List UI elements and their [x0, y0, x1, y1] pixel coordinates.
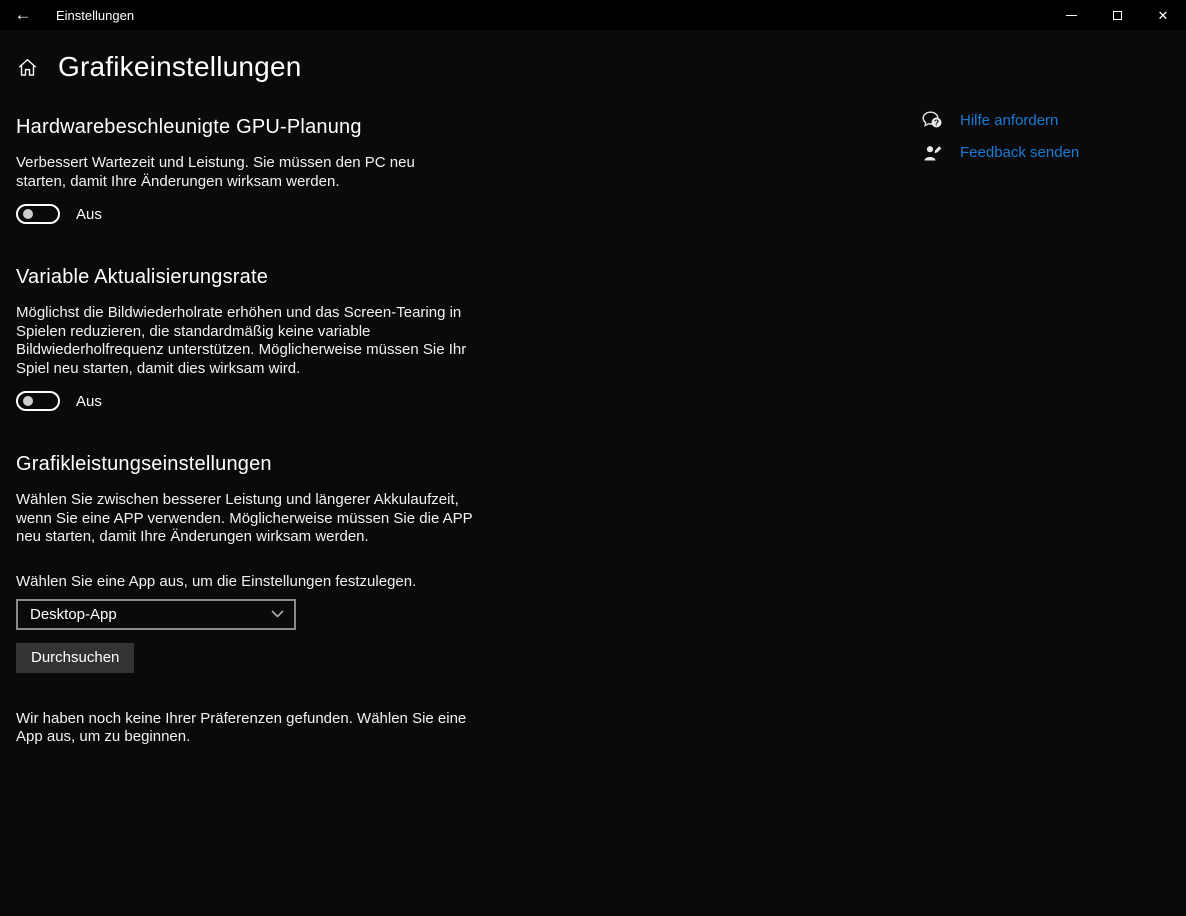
app-type-dropdown[interactable] — [16, 599, 296, 630]
maximize-icon — [1113, 11, 1122, 20]
get-help-label: Hilfe anfordern — [960, 112, 1059, 129]
maximize-button[interactable] — [1094, 0, 1140, 30]
home-icon[interactable] — [16, 56, 38, 78]
vrr-toggle-row — [16, 391, 516, 411]
minimize-button[interactable] — [1048, 0, 1094, 30]
section-description-performance: Wählen Sie zwischen besserer Leistung und längerer Akkulaufzeit, wenn Sie eine APP verwenden. Möglicherweise müssen Sie die APP neu starten, damit Ihre Änderungen wirksam werden. — [16, 491, 473, 545]
titlebar — [0, 0, 1186, 30]
get-help-link[interactable] — [921, 110, 1079, 131]
gpu-scheduling-toggle[interactable] — [16, 204, 60, 224]
send-feedback-link[interactable] — [921, 142, 1079, 163]
app-picker-label: Wählen Sie eine App aus, um die Einstellungen festzulegen. — [16, 572, 417, 590]
close-button[interactable] — [1140, 0, 1186, 30]
svg-text:?: ? — [933, 116, 939, 127]
page-header — [16, 48, 1186, 86]
minimize-icon — [1066, 15, 1077, 16]
gpu-toggle-row — [16, 204, 516, 224]
gpu-toggle-state-label: Aus — [76, 205, 102, 223]
section-graphics-performance — [16, 453, 516, 747]
close-icon: ✕ — [1157, 7, 1169, 23]
back-button[interactable] — [0, 0, 46, 30]
vrr-toggle-state-label: Aus — [76, 392, 102, 410]
window-title: Einstellungen — [56, 7, 135, 23]
browse-button[interactable]: Durchsuchen — [16, 643, 134, 673]
toggle-knob — [23, 209, 33, 219]
main-column — [16, 116, 516, 747]
section-gpu-scheduling — [16, 116, 516, 224]
help-links — [921, 110, 1079, 174]
section-description-gpu: Verbessert Wartezeit und Leistung. Sie müssen den PC neu starten, damit Ihre Änderungen wirksam werden. — [16, 154, 415, 190]
toggle-knob — [23, 396, 33, 406]
section-heading-gpu: Hardwarebeschleunigte GPU-Planung — [16, 116, 362, 138]
section-variable-refresh-rate — [16, 266, 516, 411]
variable-refresh-rate-toggle[interactable] — [16, 391, 60, 411]
help-chat-icon — [921, 110, 944, 131]
chevron-down-icon — [271, 605, 284, 623]
window-controls — [1048, 0, 1186, 30]
back-arrow-icon: ← — [14, 5, 32, 24]
send-feedback-label: Feedback senden — [960, 144, 1080, 161]
section-heading-performance: Grafikleistungseinstellungen — [16, 453, 272, 475]
section-heading-vrr: Variable Aktualisierungsrate — [16, 266, 269, 288]
feedback-person-icon — [921, 142, 944, 163]
app-type-dropdown-value: Desktop-App — [30, 605, 117, 623]
no-preferences-message: Wir haben noch keine Ihrer Präferenzen gefunden. Wählen Sie eine App aus, um zu beginnen. — [16, 709, 467, 745]
page-title: Grafikeinstellungen — [58, 51, 302, 82]
section-description-vrr: Möglichst die Bildwiederholrate erhöhen und das Screen-Tearing in Spielen reduzieren, die standardmäßig keine variable Bildwiederholfrequenz unterstützen. Möglicherweise müssen Sie Ihr Spiel neu starten, damit dies wirksam wird. — [16, 304, 467, 377]
